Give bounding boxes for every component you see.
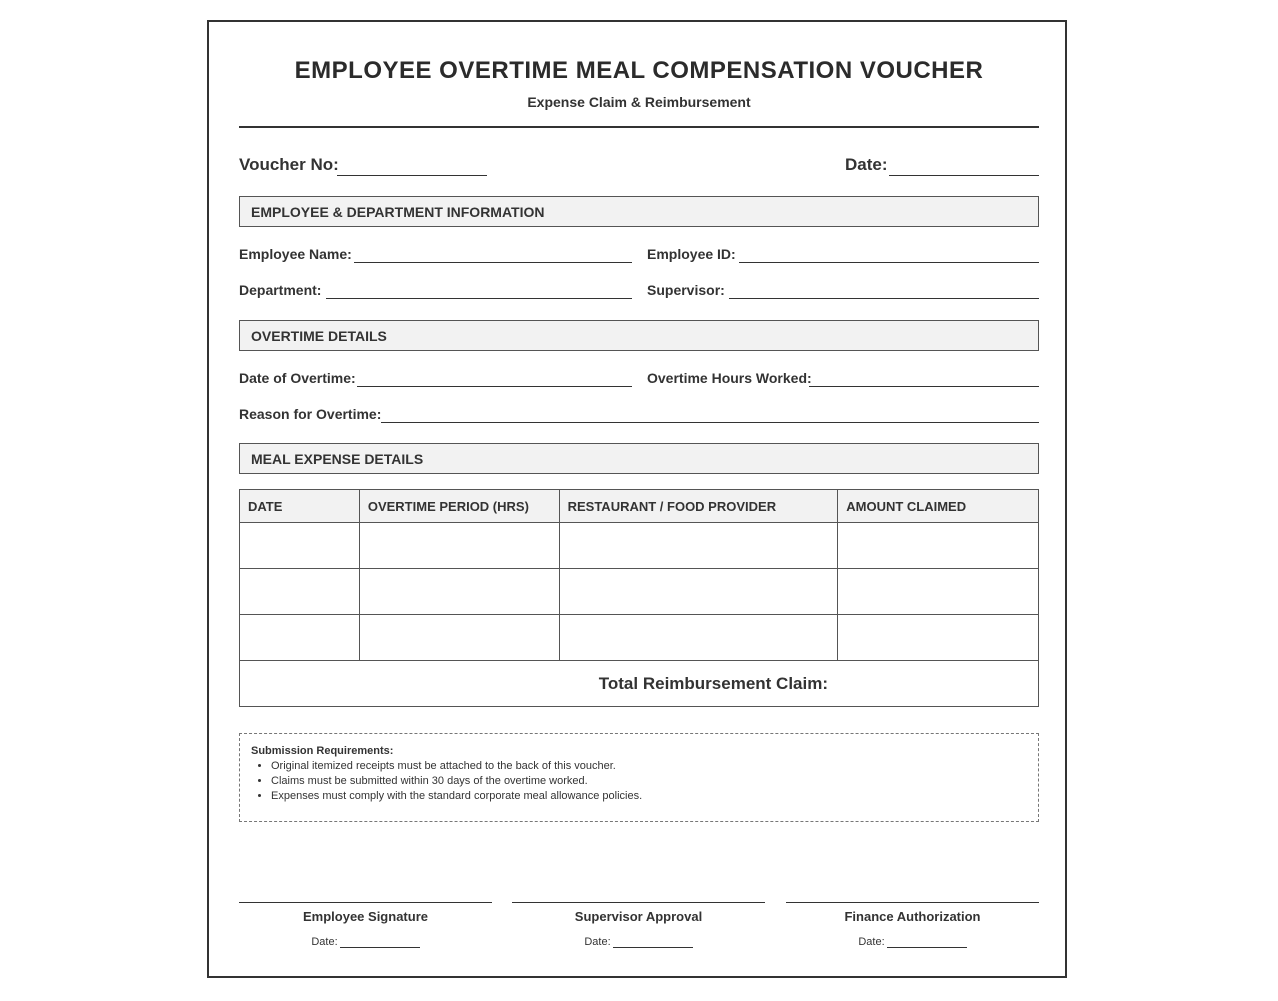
- section-meal-title: MEAL EXPENSE DETAILS: [251, 451, 424, 467]
- employee-name-field[interactable]: [354, 262, 632, 263]
- employee-signature-label: Employee Signature: [303, 909, 428, 924]
- finance-signature-line[interactable]: [786, 902, 1039, 903]
- employee-signature-block: [239, 902, 492, 948]
- table-cell[interactable]: [559, 615, 838, 661]
- overtime-hours-field[interactable]: [809, 386, 1039, 387]
- list-item: • Claims must be submitted within 30 days of the overtime worked.: [271, 774, 642, 789]
- finance-authorization-block: [786, 902, 1039, 948]
- table-cell[interactable]: [559, 569, 838, 615]
- requirements-heading: Submission Requirements:: [251, 745, 394, 757]
- overtime-reason-field[interactable]: [381, 422, 1039, 423]
- overtime-date-field[interactable]: [357, 386, 632, 387]
- supervisor-field[interactable]: [729, 298, 1039, 299]
- table-cell[interactable]: [240, 523, 360, 569]
- department-label: Department:: [239, 282, 322, 298]
- date-label: Date:: [858, 936, 885, 948]
- date-label: Date:: [584, 936, 611, 948]
- employee-id-field[interactable]: [739, 262, 1039, 263]
- table-header-row: [240, 490, 1039, 523]
- section-employee-title: EMPLOYEE & DEPARTMENT INFORMATION: [251, 204, 545, 220]
- date-field[interactable]: [889, 175, 1039, 176]
- employee-id-label: Employee ID:: [647, 246, 736, 262]
- table-row: [240, 615, 1039, 661]
- list-item: • Original itemized receipts must be attached to the back of this voucher.: [271, 759, 642, 774]
- finance-authorization-date: [786, 936, 1039, 948]
- table-cell[interactable]: [838, 615, 1039, 661]
- section-overtime-details: [239, 320, 1039, 351]
- table-row: [240, 523, 1039, 569]
- overtime-reason-label: Reason for Overtime:: [239, 406, 382, 422]
- table-cell[interactable]: [240, 615, 360, 661]
- table-cell[interactable]: [838, 523, 1039, 569]
- section-employee-info: [239, 196, 1039, 227]
- table-cell[interactable]: [838, 569, 1039, 615]
- voucher-no-field[interactable]: [337, 175, 487, 176]
- table-cell[interactable]: [359, 569, 559, 615]
- supervisor-approval-date: [512, 936, 765, 948]
- supervisor-approval-label: Supervisor Approval: [574, 909, 703, 924]
- column-header-overtime-period: OVERTIME PERIOD (HRS): [359, 490, 559, 523]
- employee-signature-line[interactable]: [239, 902, 492, 903]
- employee-signature-date: [239, 936, 492, 948]
- header-divider: [239, 126, 1039, 128]
- column-header-amount: AMOUNT CLAIMED: [838, 490, 1039, 523]
- total-reimbursement-label: Total Reimbursement Claim:: [240, 661, 1039, 707]
- table-row: [240, 569, 1039, 615]
- table-cell[interactable]: [359, 523, 559, 569]
- table-cell[interactable]: [559, 523, 838, 569]
- supervisor-approval-block: [512, 902, 765, 948]
- voucher-page: [207, 20, 1067, 978]
- meal-expense-table: [239, 489, 1039, 707]
- table-cell[interactable]: [359, 615, 559, 661]
- section-overtime-title: OVERTIME DETAILS: [251, 328, 387, 344]
- requirements-list: [251, 759, 642, 804]
- finance-authorization-label: Finance Authorization: [844, 909, 981, 924]
- page-title: EMPLOYEE OVERTIME MEAL COMPENSATION VOUCHER: [294, 57, 984, 84]
- overtime-date-label: Date of Overtime:: [239, 370, 356, 386]
- total-row: [240, 661, 1039, 707]
- date-label: Date:: [311, 936, 338, 948]
- submission-requirements-box: [239, 733, 1039, 822]
- column-header-restaurant: RESTAURANT / FOOD PROVIDER: [559, 490, 838, 523]
- page-subtitle: Expense Claim & Reimbursement: [527, 94, 751, 110]
- date-field[interactable]: [887, 937, 967, 948]
- table-cell[interactable]: [240, 569, 360, 615]
- employee-name-label: Employee Name:: [239, 246, 352, 262]
- section-meal-expense: [239, 443, 1039, 474]
- voucher-no-label: Voucher No:: [239, 155, 339, 174]
- department-field[interactable]: [326, 298, 632, 299]
- date-label: Date:: [845, 155, 888, 174]
- supervisor-label: Supervisor:: [647, 282, 725, 298]
- supervisor-signature-line[interactable]: [512, 902, 765, 903]
- column-header-date: DATE: [240, 490, 360, 523]
- overtime-hours-label: Overtime Hours Worked:: [647, 370, 812, 386]
- list-item: • Expenses must comply with the standard corporate meal allowance policies.: [271, 789, 642, 804]
- date-field[interactable]: [340, 937, 420, 948]
- date-field[interactable]: [613, 937, 693, 948]
